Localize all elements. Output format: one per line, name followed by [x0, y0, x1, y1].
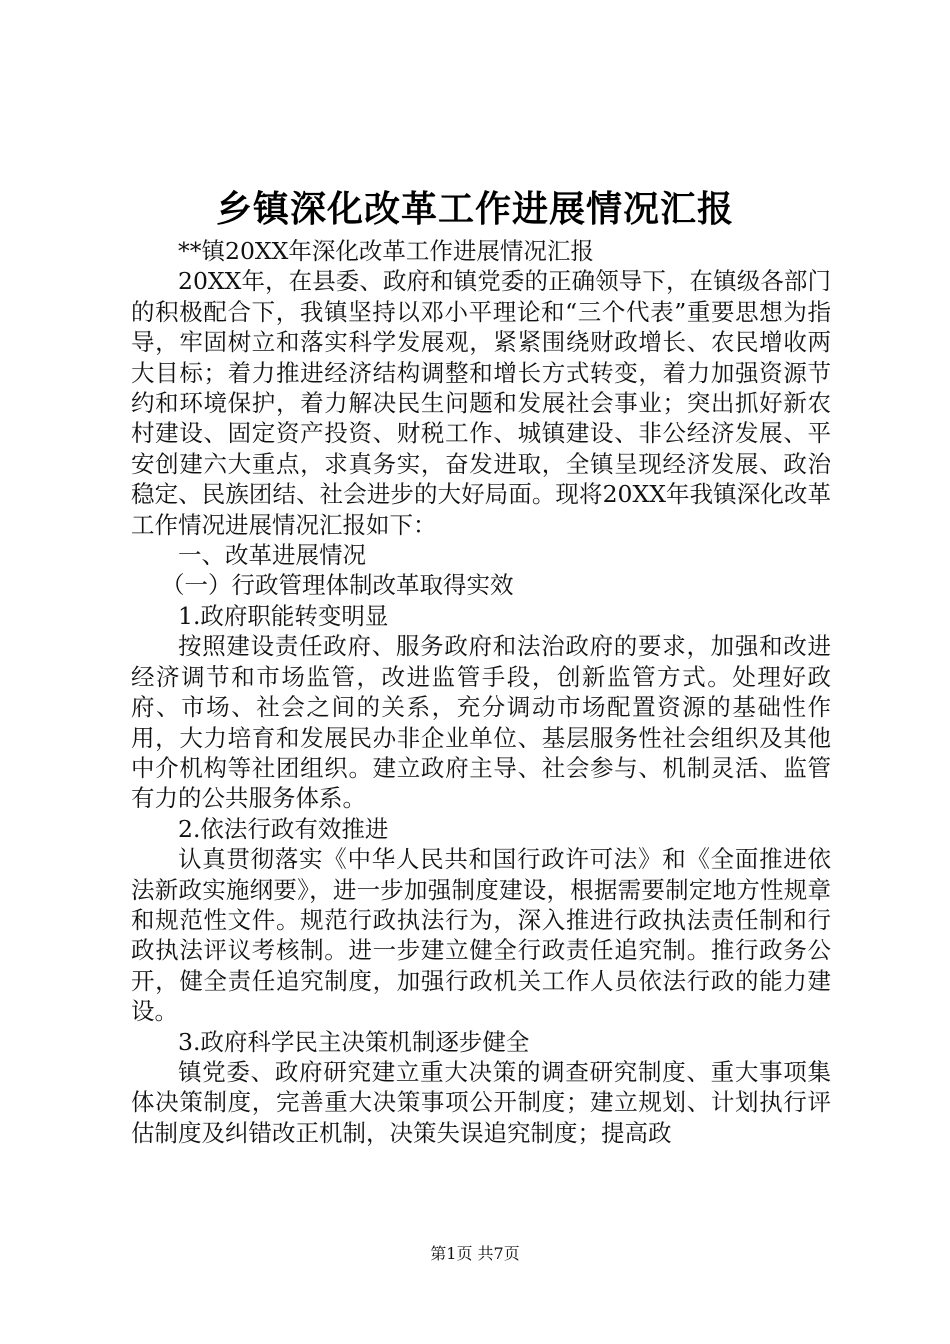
subtitle-paragraph: **镇20XX年深化改革工作进展情况汇报 [178, 237, 594, 265]
document-title: 乡镇深化改革工作进展情况汇报 [215, 188, 734, 230]
intro-paragraph: 20XX年，在县委、政府和镇党委的正确领导下，在镇级各部门的积极配合下，我镇坚持以邓小平理论和“三个代表”重要思想为指导，牢固树立和落实科学发展观，紧紧围绕财政增长、农民增收两大目标；着力推进经济结构调整和增长方式转变，着力加强资源节约和环境保护，着力解决民生问题和发展社会事业；突出抓好新农村建设、固定资产投资、财税工作、城镇建设、非公经济发展、平安创建六大重点，求真务实，奋发进取，全镇呈现经济发展、政治稳定、民族团结、社会进步的大好局面。现将20XX年我镇深化改革工作情况进展情况汇报如下： [131, 267, 831, 539]
section-heading: 一、改革进展情况 [178, 541, 366, 570]
item-paragraph-1: 按照建设责任政府、服务政府和法治政府的要求，加强和改进经济调节和市场监管，改进监管手段，创新监管方式。处理好政府、市场、社会之间的关系，充分调动市场配置资源的基础性作用，大力培育和发展民办非企业单位、基层服务性社会组织及其他中介机构等社团组织。建立政府主导、社会参与、机制灵活、监管有力的公共服务体系。 [131, 632, 831, 813]
item-heading-2: 2.依法行政有效推进 [178, 814, 389, 843]
subsection-heading: （一）行政管理体制改革取得实效 [161, 571, 514, 600]
document-body [131, 236, 831, 1148]
item-heading-1: 1.政府职能转变明显 [178, 601, 389, 630]
page-number: 第1页 共7页 [430, 1244, 520, 1263]
item-paragraph-2: 认真贯彻落实《中华人民共和国行政许可法》和《全面推进依法新政实施纲要》，进一步加强制度建设，根据需要制定地方性规章和规范性文件。规范行政执法行为，深入推进行政执法责任制和行政执法评议考核制。进一步建立健全行政责任追究制。推行政务公开，健全责任追究制度，加强行政机关工作人员依法行政的能力建设。 [131, 845, 831, 1026]
item-heading-3: 3.政府科学民主决策机制逐步健全 [178, 1027, 530, 1056]
item-paragraph-3: 镇党委、政府研究建立重大决策的调查研究制度、重大事项集体决策制度，完善重大决策事项公开制度；建立规划、计划执行评估制度及纠错改正机制，决策失误追究制度；提高政 [131, 1057, 831, 1147]
